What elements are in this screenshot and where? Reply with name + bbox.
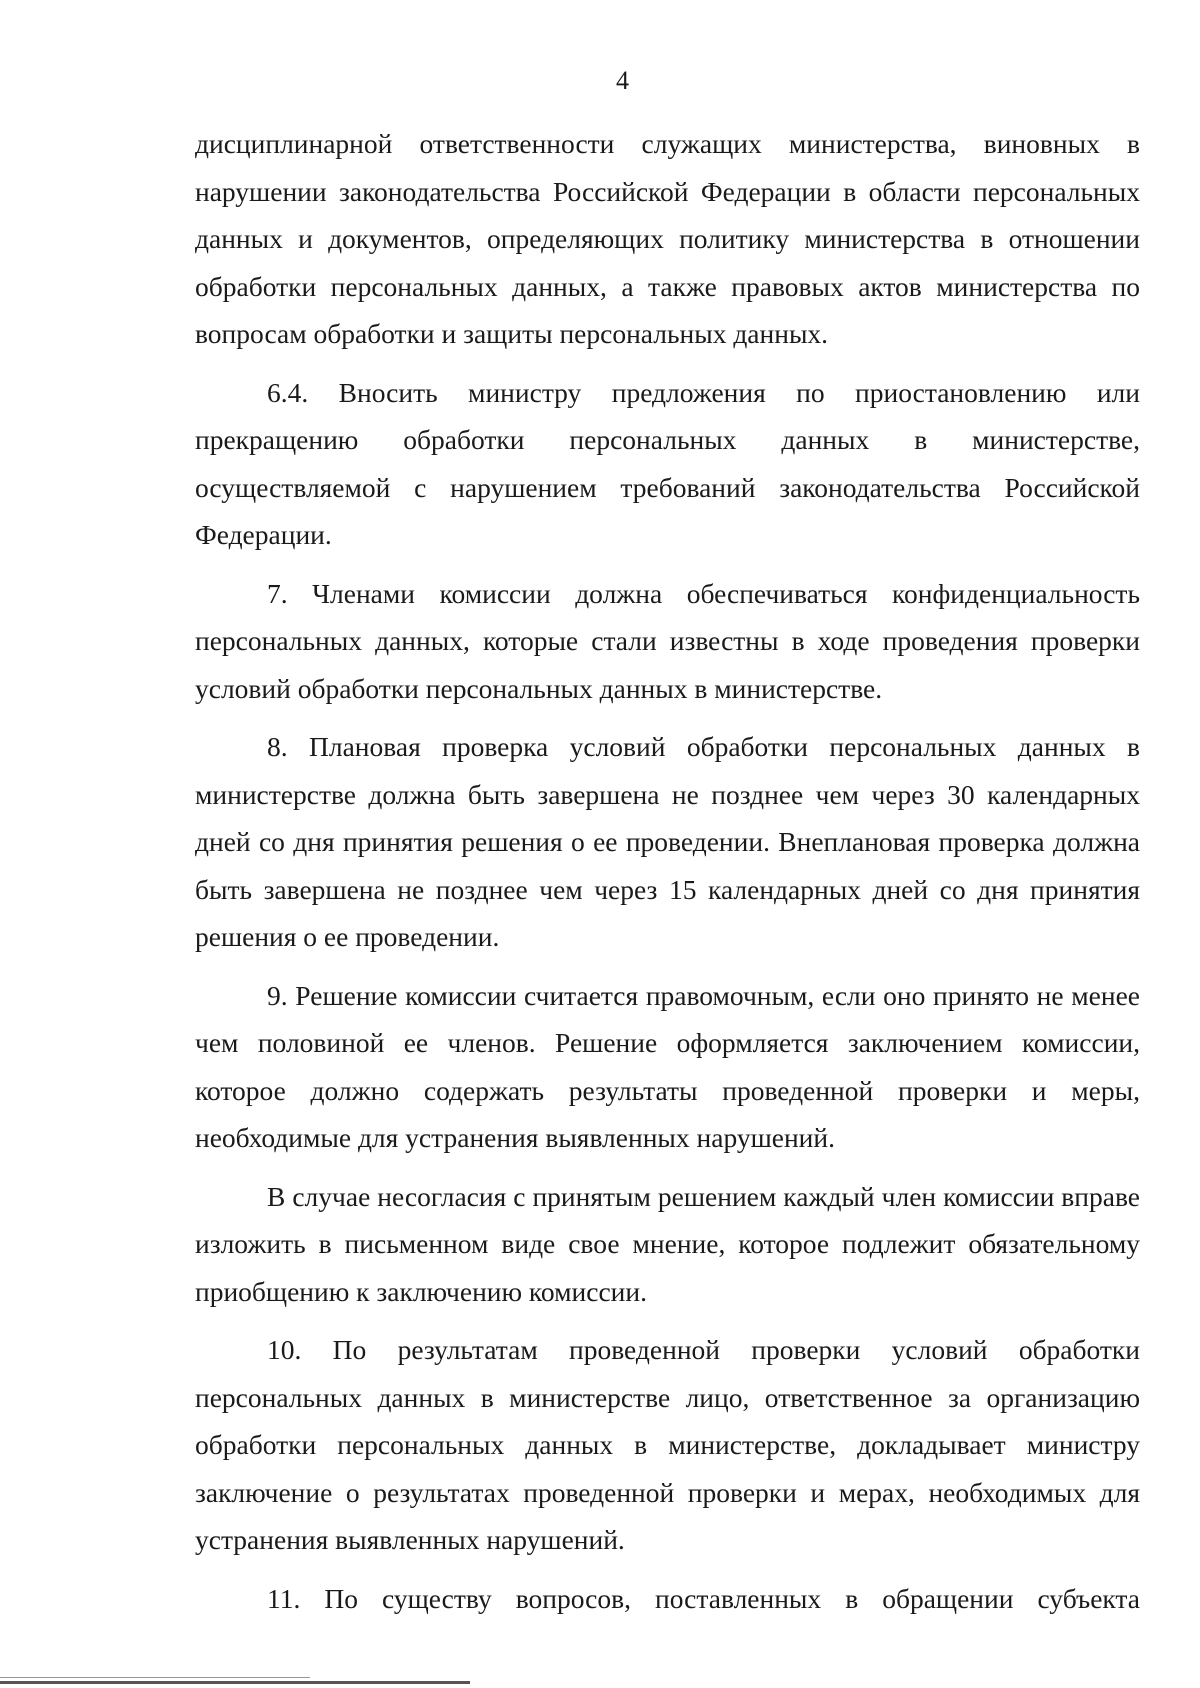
paragraph-7: 7. Членами комиссии должна обеспечиваться конфиденциальность персональных данных, которые стали известны в ходе проведения проверки условий обработки персональных данных в министерстве. xyxy=(195,577,1140,704)
paragraph-10: 10. По результатам проведенной проверки условий обработки персональных данных в министерстве лицо, ответственное за организацию обработки персональных данных в министерстве, докладывает министру заключение о результатах проведенной проверки и мерах, необходимых для устранения выявленных нарушений. xyxy=(195,1334,1140,1555)
footer-rule xyxy=(0,1681,470,1684)
paragraph-9-dissent: В случае несогласия с принятым решением каждый член комиссии вправе изложить в письменном виде свое мнение, которое подлежит обязательному приобщению к заключению комиссии. xyxy=(195,1180,1140,1307)
paragraph-6-4: 6.4. Вносить министру предложения по приостановлению или прекращению обработки персональных данных в министерстве, осуществляемой с нарушением требований законодательства Российской Федерации. xyxy=(195,376,1140,550)
paragraph-8: 8. Плановая проверка условий обработки персональных данных в министерстве должна быть завершена не позднее чем через 30 календарных дней со дня принятия решения о ее проведении. Внеплановая проверка должна быть завершена не позднее чем через 15 календарных дней со дня принятия решения о ее проведении. xyxy=(195,731,1140,952)
page-number: 4 xyxy=(616,66,629,95)
paragraph-11: 11. По существу вопросов, поставленных в обращении субъекта xyxy=(267,1582,1140,1614)
paragraph-9: 9. Решение комиссии считается правомочным, если оно принято не менее чем половиной ее членов. Решение оформляется заключением комиссии, которое должно содержать результаты проведенной проверки и меры, необходимые для устранения выявленных нарушений. xyxy=(195,979,1140,1153)
paragraph-continuation: дисциплинарной ответственности служащих министерства, виновных в нарушении законодательства Российской Федерации в области персональных данных и документов, определяющих политику министерства в отношении обработки персональных данных, а также правовых актов министерства по вопросам обработки и защиты персональных данных. xyxy=(195,128,1140,349)
document-body xyxy=(195,120,1140,1633)
scan-edge-line xyxy=(0,1677,310,1678)
